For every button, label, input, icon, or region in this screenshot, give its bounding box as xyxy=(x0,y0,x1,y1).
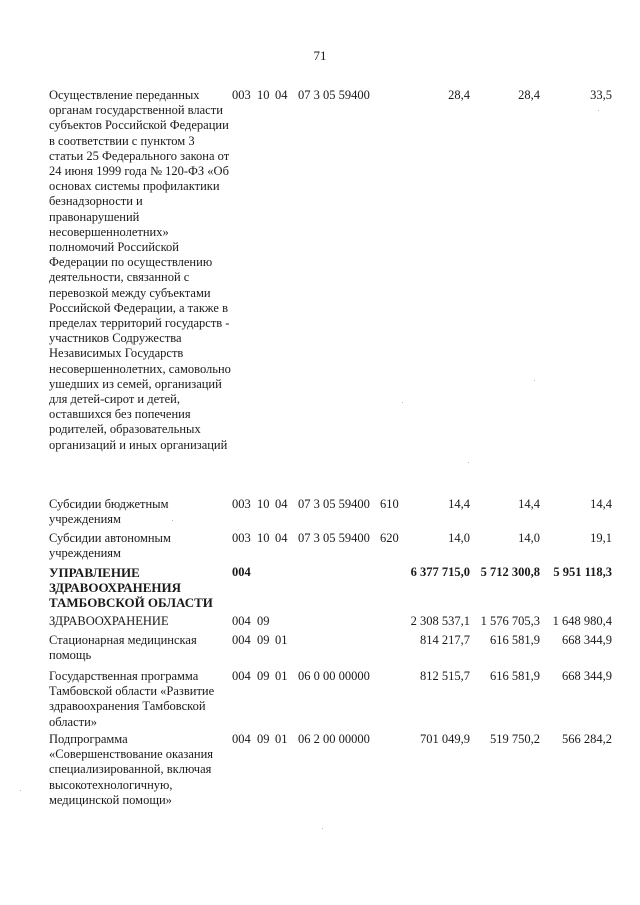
amount-year-3: 33,5 xyxy=(590,88,612,102)
amount-year-3: 19,1 xyxy=(590,531,612,545)
subsection-code: 04 xyxy=(275,497,288,511)
target-article-code: 07 3 05 59400 xyxy=(298,497,370,511)
row-name: Осуществление переданных органам государственной власти субъектов Российской Федерации в соответствии с пунктом 3 статьи 25 Федерального закона от 24 июня 1999 года № 120-ФЗ «Об основах системы профилактики безнадзорности и правонарушений несовершеннолетних» полномочий Российской Федерации по осуществлению деятельности, связанной с перевозкой между субъектами Российской Федерации, а также в пределах территорий государств - участников Содружества Независимых Государств несовершеннолетних, самовольно ушедших из семей, организаций для детей-сирот и детей, оставшихся без попечения родителей, образовательных организаций и иных организаций xyxy=(49,88,231,452)
amount-year-2: 616 581,9 xyxy=(490,633,540,647)
row-name: Субсидии автономным учреждениям xyxy=(49,531,171,561)
amount-year-2: 519 750,2 xyxy=(490,732,540,746)
amount-year-3: 668 344,9 xyxy=(562,669,612,683)
section-code: 09 xyxy=(257,614,270,628)
amount-year-1: 701 049,9 xyxy=(420,732,470,746)
scan-speck xyxy=(468,462,469,463)
row-name: Подпрограмма «Совершенствование оказания специализированной, включая высокотехнологичную, медицинской помощи» xyxy=(49,732,214,807)
amount-year-3: 668 344,9 xyxy=(562,633,612,647)
amount-year-2: 14,0 xyxy=(518,531,540,545)
subsection-code: 01 xyxy=(275,633,288,647)
page-number: 71 xyxy=(313,48,327,63)
target-article-code: 07 3 05 59400 xyxy=(298,88,370,102)
amount-year-1: 28,4 xyxy=(448,88,470,102)
admin-code: 003 xyxy=(232,88,251,102)
row-name: ЗДРАВООХРАНЕНИЕ xyxy=(49,614,169,628)
amount-year-1: 2 308 537,1 xyxy=(410,614,470,628)
target-article-code: 06 2 00 00000 xyxy=(298,732,370,746)
row-name: Субсидии бюджетным учреждениям xyxy=(49,497,169,527)
scan-speck xyxy=(322,828,323,829)
amount-year-1: 812 515,7 xyxy=(420,669,470,683)
section-code: 10 xyxy=(257,531,270,545)
admin-code: 004 xyxy=(232,565,251,579)
scan-speck xyxy=(598,110,599,111)
subsection-code: 01 xyxy=(275,669,288,683)
section-code: 09 xyxy=(257,732,270,746)
amount-year-3: 5 951 118,3 xyxy=(553,565,612,579)
subsection-code: 01 xyxy=(275,732,288,746)
admin-code: 004 xyxy=(232,732,251,746)
scan-speck xyxy=(172,520,173,521)
amount-year-1: 814 217,7 xyxy=(420,633,470,647)
subsection-code: 04 xyxy=(275,531,288,545)
subsection-code: 04 xyxy=(275,88,288,102)
target-article-code: 07 3 05 59400 xyxy=(298,531,370,545)
amount-year-1: 14,4 xyxy=(448,497,470,511)
target-article-code: 06 0 00 00000 xyxy=(298,669,370,683)
row-name: УПРАВЛЕНИЕ ЗДРАВООХРАНЕНИЯ ТАМБОВСКОЙ ОБЛАСТИ xyxy=(49,565,213,610)
amount-year-3: 1 648 980,4 xyxy=(552,614,612,628)
section-code: 09 xyxy=(257,669,270,683)
amount-year-1: 6 377 715,0 xyxy=(410,565,470,579)
scan-speck xyxy=(20,790,21,791)
row-name: Стационарная медицинская помощь xyxy=(49,633,197,663)
admin-code: 004 xyxy=(232,633,251,647)
scan-speck xyxy=(402,402,403,403)
amount-year-3: 14,4 xyxy=(590,497,612,511)
amount-year-2: 1 576 705,3 xyxy=(480,614,540,628)
admin-code: 003 xyxy=(232,531,251,545)
admin-code: 004 xyxy=(232,614,251,628)
expense-type-code: 620 xyxy=(380,531,399,545)
admin-code: 003 xyxy=(232,497,251,511)
section-code: 10 xyxy=(257,497,270,511)
section-code: 09 xyxy=(257,633,270,647)
scan-speck xyxy=(534,380,535,381)
amount-year-2: 616 581,9 xyxy=(490,669,540,683)
expense-type-code: 610 xyxy=(380,497,399,511)
amount-year-2: 5 712 300,8 xyxy=(480,565,540,579)
amount-year-2: 28,4 xyxy=(518,88,540,102)
row-name: Государственная программа Тамбовской области «Развитие здравоохранения Тамбовской области» xyxy=(49,669,215,729)
amount-year-3: 566 284,2 xyxy=(562,732,612,746)
admin-code: 004 xyxy=(232,669,251,683)
section-code: 10 xyxy=(257,88,270,102)
amount-year-1: 14,0 xyxy=(448,531,470,545)
amount-year-2: 14,4 xyxy=(518,497,540,511)
